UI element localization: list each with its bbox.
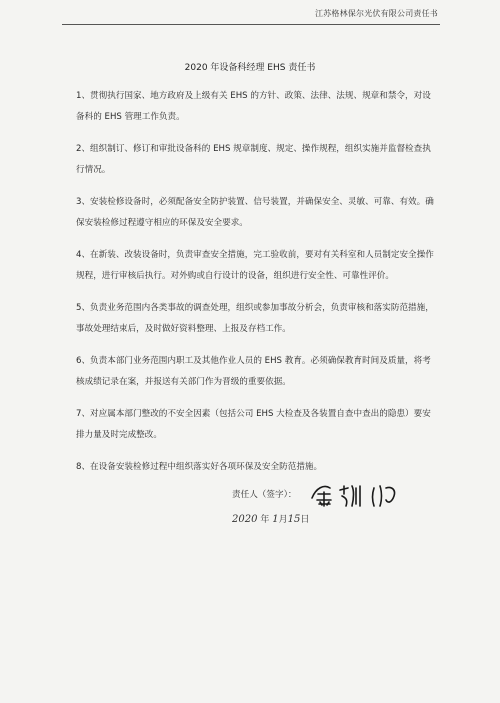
paragraph-8: 8、在设备安装检修过程中组织落实好各项环保及安全防范措施。 <box>76 462 323 472</box>
paragraph-3: 3、安装检修设备时，必须配备安全防护装置、信号装置，并确保安全、灵敏、可靠、有效。确保安装检修过程遵守相应的环保及安全要求。 <box>76 197 434 228</box>
paragraph-1: 1、贯彻执行国家、地方政府及上级有关 EHS 的方针、政策、法律、法规、规章和禁令，对设备科的 EHS 管理工作负责。 <box>76 91 431 122</box>
paragraph-4: 4、在新装、改装设备时，负责审查安全措施，完工验收前，要对有关科室和人员制定安全操作规程，进行审核后执行。对外购或自行设计的设备，组织进行安全性、可靠性评价。 <box>76 250 434 281</box>
date-day: 15 <box>287 514 301 525</box>
paragraph-6: 6、负责本部门业务范围内职工及其他作业人员的 EHS 教育。必须确保教育时间及质量，将考核成绩记录在案，并报送有关部门作为晋级的重要依据。 <box>76 356 431 387</box>
document-title: 2020 年设备科经理 EHS 责任书 <box>184 63 316 73</box>
paragraph-5: 5、负责业务范围内各类事故的调查处理，组织或参加事故分析会，负责审核和落实防范措施，事故处理结束后，及时做好资料整理、上报及存档工作。 <box>76 303 434 334</box>
handwritten-signature <box>308 480 428 510</box>
date-month-suffix: 月 <box>278 515 288 525</box>
date-year: 2020 <box>232 514 258 525</box>
company-header: 江苏格林保尔光伏有限公司责任书 <box>315 9 438 18</box>
paragraph-2: 2、组织制订、修订和审批设备科的 EHS 规章制度、规定、操作规程，组织实施并监督检查执行情况。 <box>76 144 431 175</box>
document-body <box>76 86 436 489</box>
date-year-suffix: 年 <box>257 515 273 525</box>
date-day-suffix: 日 <box>300 515 310 525</box>
header-divider <box>62 24 440 25</box>
signing-date <box>232 512 309 525</box>
paragraph-7: 7、对应属本部门整改的不安全因素（包括公司 EHS 大检查及各装置自查中查出的隐患）要安排力量及时完成整改。 <box>76 409 431 440</box>
date-month: 1 <box>272 514 279 525</box>
signature-label: 责任人（签字）： <box>232 490 297 500</box>
